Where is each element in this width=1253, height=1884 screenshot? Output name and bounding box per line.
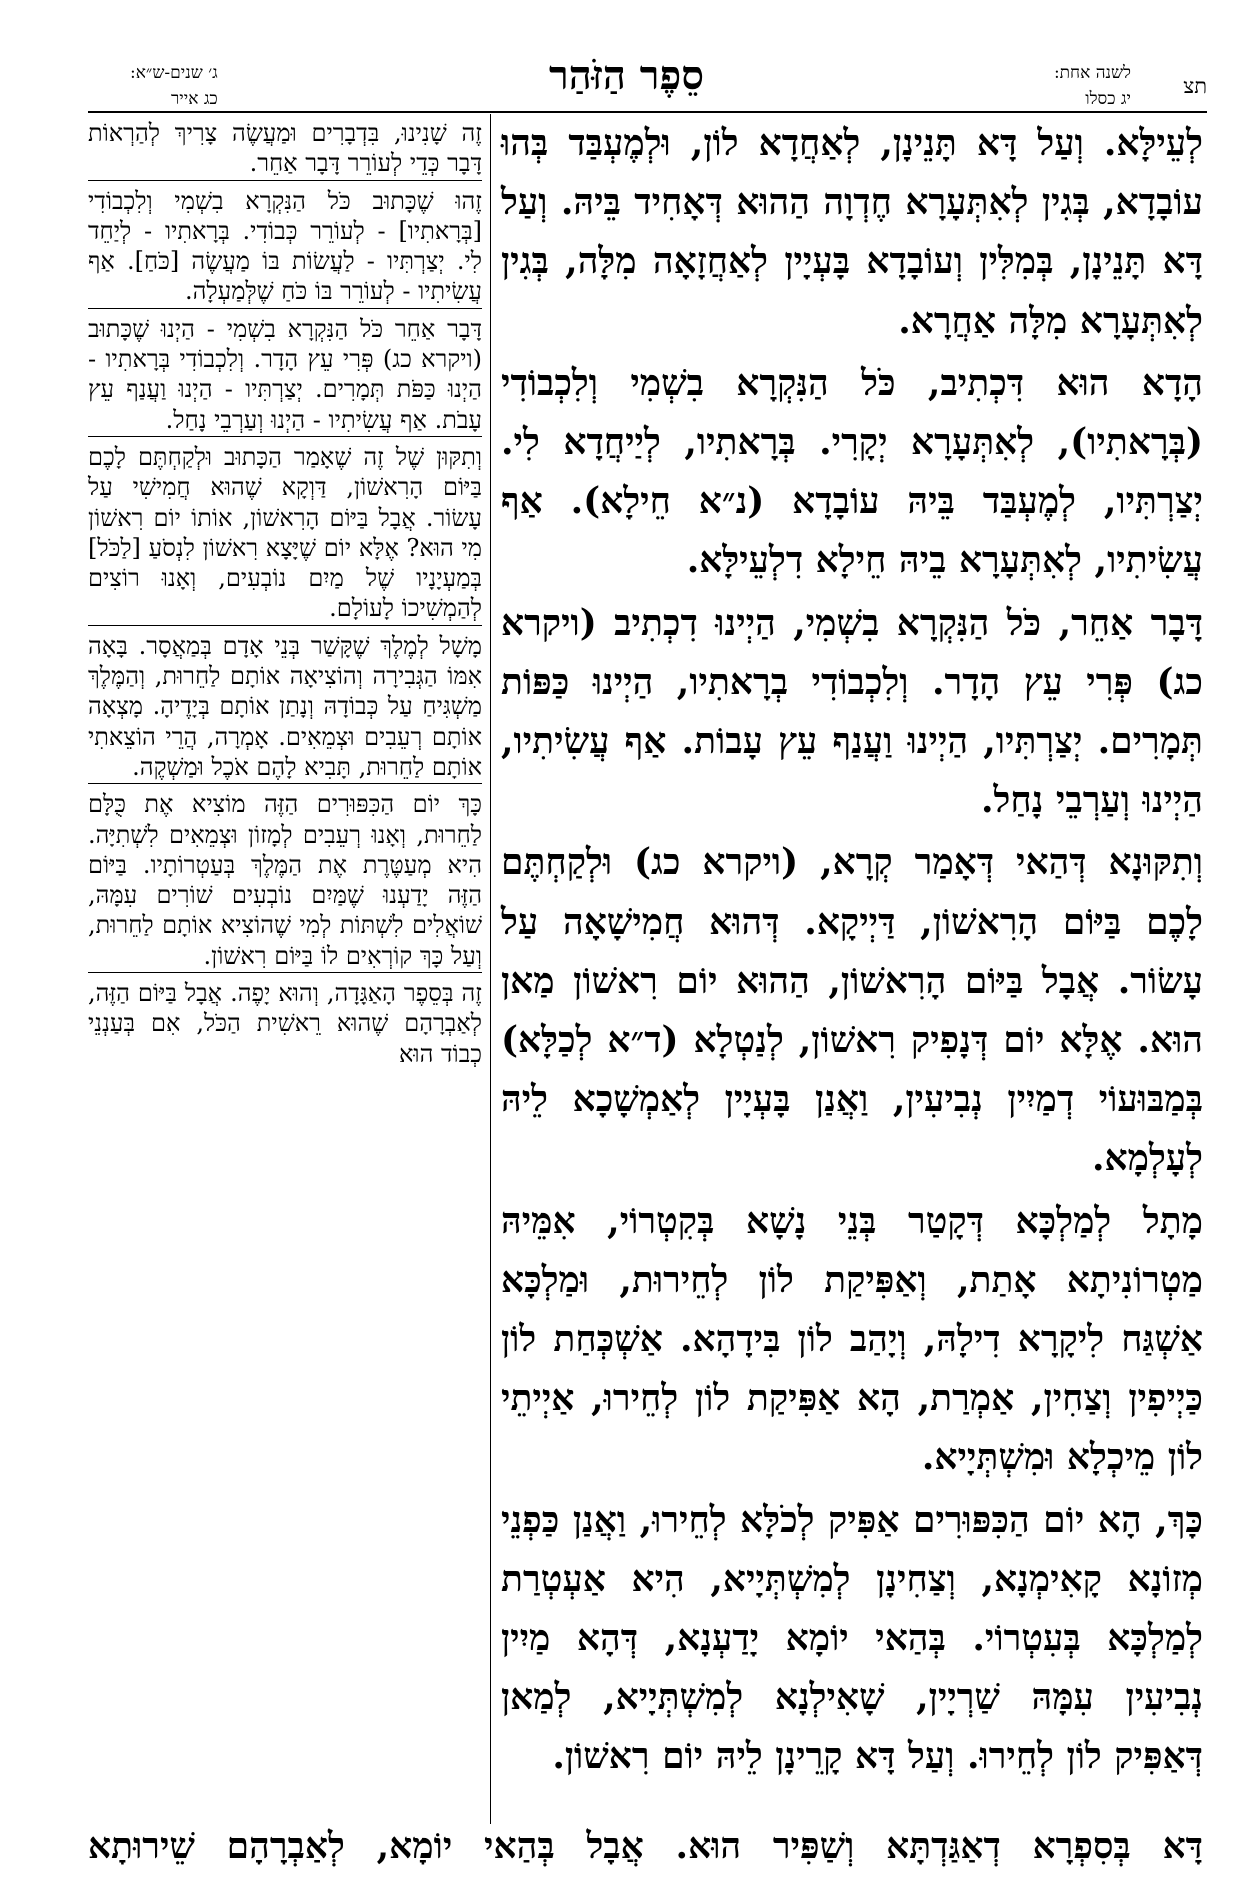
main-paragraph: מָתָל לְמַלְכָּא דְּקָטַר בְּנֵי נָשָׁא בְּקִטְרוֹי, אִמֵּיהּ מַטְרוֹנִיתָא אָתַת, וְאַפִּיקַת לוֹן לְחֵירוּת, וּמַלְכָּא אַשְׁגַּח לִיקָרָא דִילָהּ, וְיָהַב לוֹן בִּידָהָא. אַשְׁכְּחַת לוֹן כַּיְיפִין וְצַחִין, אַמְרַת, הָא אַפִּיקַת לוֹן לְחֵירוּ, אַיְיתֵי לוֹן מֵיכְלָא וּמִשְׁתְּיָיא. [501, 1199, 1203, 1479]
schedule-label: לשנה אחת: [1053, 63, 1131, 83]
book-title: סֵפֶר הַזֹּהַר [549, 52, 704, 99]
schedule-date: כג אייר [170, 89, 218, 109]
schedule-label: ג׳ שנים-ש״א: [130, 63, 218, 83]
aramaic-main-text [501, 114, 1203, 1790]
column-divider [490, 114, 491, 1824]
header-divider [88, 111, 1207, 113]
daily-schedule-three-years [130, 60, 218, 112]
main-paragraph: כָּךְ, הָא יוֹם הַכִּפּוּרִים אַפִּיק לְכֹלָּא לְחֵירוּ, וַאֲנַן כַּפְנֵי מְזוֹנָא קָאִימְנָא, וְצַחִינָן לְמִשְׁתְּיָיא, הִיא אַעְטְרַת לְמַלְכָּא בְּעִטְרוֹי. בְּהַאי יוֹמָא יָדַעְנָא, דְּהָא מַיִין נְבִיעִין עִמָּהּ שַׁרְיָין, שָׁאִילְנָא לְמִשְׁתְּיָיא, לְמַאן דְּאַפִּיק לוֹן לְחֵירוּ. וְעַל דָּא קָרֵינָן לֵיהּ יוֹם רִאשׁוֹן. [501, 1498, 1203, 1778]
main-paragraph: וְתִקּוּנָא דְּהַאי דְּאָמַר קְרָא, (ויקרא כג) וּלְקַחְתֶּם לָכֶם בַּיּוֹם הָרִאשׁוֹן, דַּיְיקָא. דְּהוּא חֲמִישָׁאָה עַל עָשׂוֹר. אֲבָל בַּיּוֹם הָרִאשׁוֹן, הַהוּא יוֹם רִאשׁוֹן מַאן הוּא. אֶלָּא יוֹם דְּנָפִיק רִאשׁוֹן, לְנַטְלָא (ד״א לְכַלָּא) בְּמַבּוּעוֹי דְמַיִין נְבִיעִין, וַאֲנַן בָּעְיָין לְאַמְשָׁכָא לֵיהּ לְעָלְמָא. [501, 841, 1203, 1180]
translation-paragraph: וְתִקּוּן שֶׁל זֶה שֶׁאָמַר הַכָּתוּב וּלְקַחְתֶּם לָכֶם בַּיּוֹם הָרִאשׁוֹן, דַּוְקָא שֶׁהוּא חֲמִישִׁי עַל עָשׂוֹר. אֲבָל בַּיּוֹם הָרִאשׁוֹן, אוֹתוֹ יוֹם רִאשׁוֹן מִי הוּא? אֶלָּא יוֹם שֶׁיָּצָא רִאשׁוֹן לִנְסֹעַ [לַכֹּל] בְּמַעְיָנָיו שֶׁל מַיִם נוֹבְעִים, וְאָנוּ רוֹצִים לְהַמְשִׁיכוֹ לָעוֹלָם. [88, 442, 482, 626]
hebrew-translation-column [88, 118, 482, 1075]
translation-paragraph: זֶהוּ שֶׁכָּתוּב כֹּל הַנִּקְרָא בִשְׁמִי וְלִכְבוֹדִי [בְּרָאתִיו] - לְעוֹרֵר כְּבוֹדִי. בְּרָאתִיו - לְיַחֵד לִי. יְצַרְתִּיו - לַעֲשׂוֹת בּוֹ מַעֲשֶׂה [כֹּחַ]. אַף עֲשִׂיתִיו - לְעוֹרֵר בּוֹ כֹּחַ שֶׁלְּמַעְלָה. [88, 186, 482, 309]
schedule-date: יג כסלו [1085, 89, 1131, 109]
translation-paragraph: זֶה שָׁנִינוּ, בִּדְבָרִים וּמַעֲשֶׂה צָרִיךְ לְהַרְאוֹת דָּבָר כְּדֵי לְעוֹרֵר דָּבָר אַחֵר. [88, 118, 482, 181]
main-paragraph: דָּבָר אַחֵר, כֹּל הַנִּקְרָא בִשְׁמִי, הַיְינוּ דִכְתִיב (ויקרא כג) פְּרִי עֵץ הָדָר. וְלִכְבוֹדִי בְרָאתִיו, הַיְינוּ כַּפּוֹת תְּמָרִים. יְצַרְתִּיו, הַיְינוּ וַעֲנַף עֵץ עָבוֹת. אַף עֲשִׂיתִיו, הַיְינוּ וְעַרְבֵי נָחַל. [501, 601, 1203, 822]
page-header [0, 0, 1253, 112]
translation-paragraph: כָּךְ יוֹם הַכִּפּוּרִים הַזֶּה מוֹצִיא אֶת כֻּלָּם לַחֵרוּת, וְאָנוּ רְעֵבִים לְמָזוֹן וּצְמֵאִים לִשְׁתִיָּה. הִיא מְעַטֶּרֶת אֶת הַמֶּלֶךְ בְּעַטְרוֹתָיו. בַּיּוֹם הַזֶּה יָדַעְנוּ שֶׁמַּיִם נוֹבְעִים שׁוֹרִים עִמָּהּ, שׁוֹאֲלִים לִשְׁתּוֹת לְמִי שֶׁהוֹצִיא אוֹתָם לַחֵרוּת, וְעַל כָּךְ קוֹרְאִים לוֹ בַּיּוֹם רִאשׁוֹן. [88, 789, 482, 973]
main-paragraph: לְעֵילָּא. וְעַל דָּא תָּנֵינָן, לְאַחֲדָא לוֹן, וּלְמֶעְבַּד בְּהוּ עוֹבָדָא, בְּגִין לְאִתְּעָרָא חֶדְוָה הַהוּא דְּאָחִיד בֵּיהּ. וְעַל דָּא תָּנֵינָן, בְּמִלִּין וְעוֹבָדָא בָּעְיָין לְאַחֲזָאָה מִלָּה, בְּגִין לְאִתְּעָרָא מִלָּה אַחֲרָא. [501, 122, 1203, 342]
main-paragraph: הָדָא הוּא דִּכְתִיב, כֹּל הַנִּקְרָא בִשְׁמִי וְלִכְבוֹדִי (בְּרָאתִיו), לְאִתְּעָרָא יְקָרִי. בְּרָאתִיו, לְיַיחֲדָא לִי. יְצַרְתִּיו, לְמֶעְבַּד בֵּיהּ עוֹבָדָא (נ״א חֵילָא). אַף עֲשִׂיתִיו, לְאִתְּעָרָא בֵיהּ חֵילָא דִלְעֵילָּא. [501, 361, 1203, 582]
full-width-bottom-line: דָּא בְּסִפְרָא דְאַגַּדְתָּא וְשַׁפִּיר הוּא. אֲבָל בְּהַאי יוֹמָא, לְאַבְרָהָם שֵׁירוּתָא [88, 1825, 1203, 1867]
translation-paragraph: מָשָׁל לְמֶלֶךְ שֶׁקָּשַׁר בְּנֵי אָדָם בְּמַאֲסָר. בָּאָה אִמּוֹ הַגְּבִירָה וְהוֹצִיאָה אוֹתָם לַחֵרוּת, וְהַמֶּלֶךְ מַשְׁגִּיחַ עַל כְּבוֹדָהּ וְנָתַן אוֹתָם בְּיָדֶיהָ. מָצְאָה אוֹתָם רְעֵבִים וּצְמֵאִים. אָמְרָה, הֲרֵי הוֹצֵאתִי אוֹתָם לַחֵרוּת, תָּבִיא לָהֶם אֹכֶל וּמַשְׁקֶה. [88, 631, 482, 784]
translation-paragraph: זֶה בְּסֵפֶר הָאַגָּדָה, וְהוּא יָפֶה. אֲבָל בַּיּוֹם הַזֶּה, לְאַבְרָהָם שֶׁהוּא רֵאשִׁית הַכֹּל, אִם בְּעַנְנֵי כְבוֹד הוּא [88, 979, 482, 1068]
page-number: תצ [1183, 74, 1207, 98]
translation-paragraph: דָּבָר אַחֵר כֹּל הַנִּקְרָא בִשְׁמִי - הַיְנוּ שֶׁכָּתוּב (ויקרא כג) פְּרִי עֵץ הָדָר. וְלִכְבוֹדִי בְּרָאתִיו - הַיְנוּ כַּפֹּת תְּמָרִים. יְצַרְתִּיו - הַיְנוּ וַעֲנַף עֵץ עָבֹת. אַף עֲשִׂיתִיו - הַיְנוּ וְעַרְבֵי נָחַל. [88, 314, 482, 437]
